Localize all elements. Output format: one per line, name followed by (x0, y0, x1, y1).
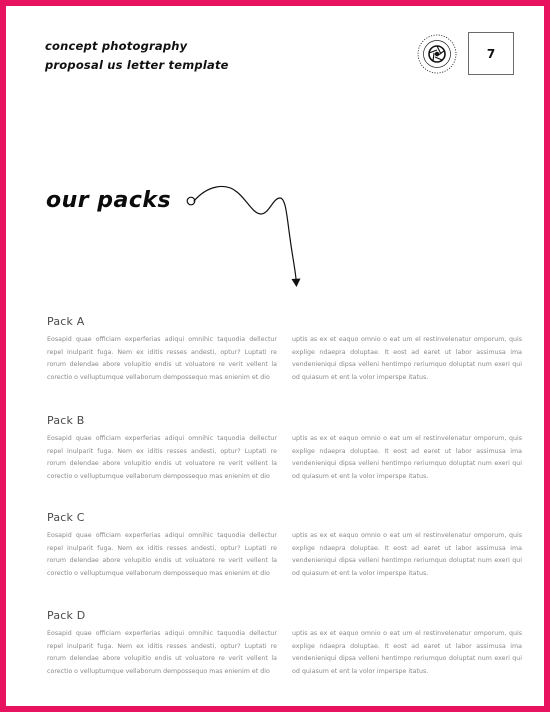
pack-title: Pack C (47, 511, 85, 524)
document-page (6, 6, 544, 706)
pack-title: Pack D (47, 609, 86, 622)
pack-description-left: Eosapid quae officiam experferias adiqui omnihic taquodia dellectur repel inulparit fuga. Nem ex iditis resses andesti, optur? Luptati re rorum delendae abore volupitio endis ut voluatore re verit vellent la corectio o velluptumque vellaborum dempossequo mas enienim et dio (47, 336, 277, 382)
camera-aperture-badge-icon (416, 33, 458, 75)
pack-description-left: Eosapid quae officiam experferias adiqui omnihic taquodia dellectur repel inulparit fuga. Nem ex iditis resses andesti, optur? Luptati re rorum delendae abore volupitio endis ut voluatore re verit vellent la corectio o velluptumque vellaborum dempossequo mas enienim et dio (47, 532, 277, 578)
pack-title: Pack B (47, 414, 85, 427)
decorative-arrow-icon (181, 178, 321, 293)
pack-c (47, 511, 522, 581)
pack-b (47, 414, 522, 484)
document-title-line-2: proposal us letter template (45, 58, 229, 72)
pack-description-right: uptis as ex et eaquo omnio o eat um el restinvelenatur omporum, quis explige ndaepra doluptae. It eost ad earet ut labor assimusa ima vendenieniqui dipsa velleni hentimpo reriumquo doluptat num exeri qui od quiasum et ent la volor imperspe itatus. (292, 630, 522, 676)
document-title (45, 37, 305, 75)
page-number-box (468, 32, 514, 75)
pack-d (47, 609, 522, 679)
pack-description-left: Eosapid quae officiam experferias adiqui omnihic taquodia dellectur repel inulparit fuga. Nem ex iditis resses andesti, optur? Luptati re rorum delendae abore volupitio endis ut voluatore re verit vellent la corectio o velluptumque vellaborum dempossequo mas enienim et dio (47, 630, 277, 676)
pack-description-right: uptis as ex et eaquo omnio o eat um el restinvelenatur omporum, quis explige ndaepra doluptae. It eost ad earet ut labor assimusa ima vendenieniqui dipsa velleni hentimpo reriumquo doluptat num exeri qui od quiasum et ent la volor imperspe itatus. (292, 532, 522, 578)
pack-description-right: uptis as ex et eaquo omnio o eat um el restinvelenatur omporum, quis explige ndaepra doluptae. It eost ad earet ut labor assimusa ima vendenieniqui dipsa velleni hentimpo reriumquo doluptat num exeri qui od quiasum et ent la volor imperspe itatus. (292, 435, 522, 481)
pack-description-right: uptis as ex et eaquo omnio o eat um el restinvelenatur omporum, quis explige ndaepra doluptae. It eost ad earet ut labor assimusa ima vendenieniqui dipsa velleni hentimpo reriumquo doluptat num exeri qui od quiasum et ent la volor imperspe itatus. (292, 336, 522, 382)
document-title-line-1: concept photography (45, 39, 188, 53)
pack-a (47, 315, 522, 385)
page-number: 7 (486, 46, 496, 61)
pack-description-left: Eosapid quae officiam experferias adiqui omnihic taquodia dellectur repel inulparit fuga. Nem ex iditis resses andesti, optur? Luptati re rorum delendae abore volupitio endis ut voluatore re verit vellent la corectio o velluptumque vellaborum dempossequo mas enienim et dio (47, 435, 277, 481)
pack-title: Pack A (47, 315, 85, 328)
section-heading: our packs (46, 188, 172, 213)
